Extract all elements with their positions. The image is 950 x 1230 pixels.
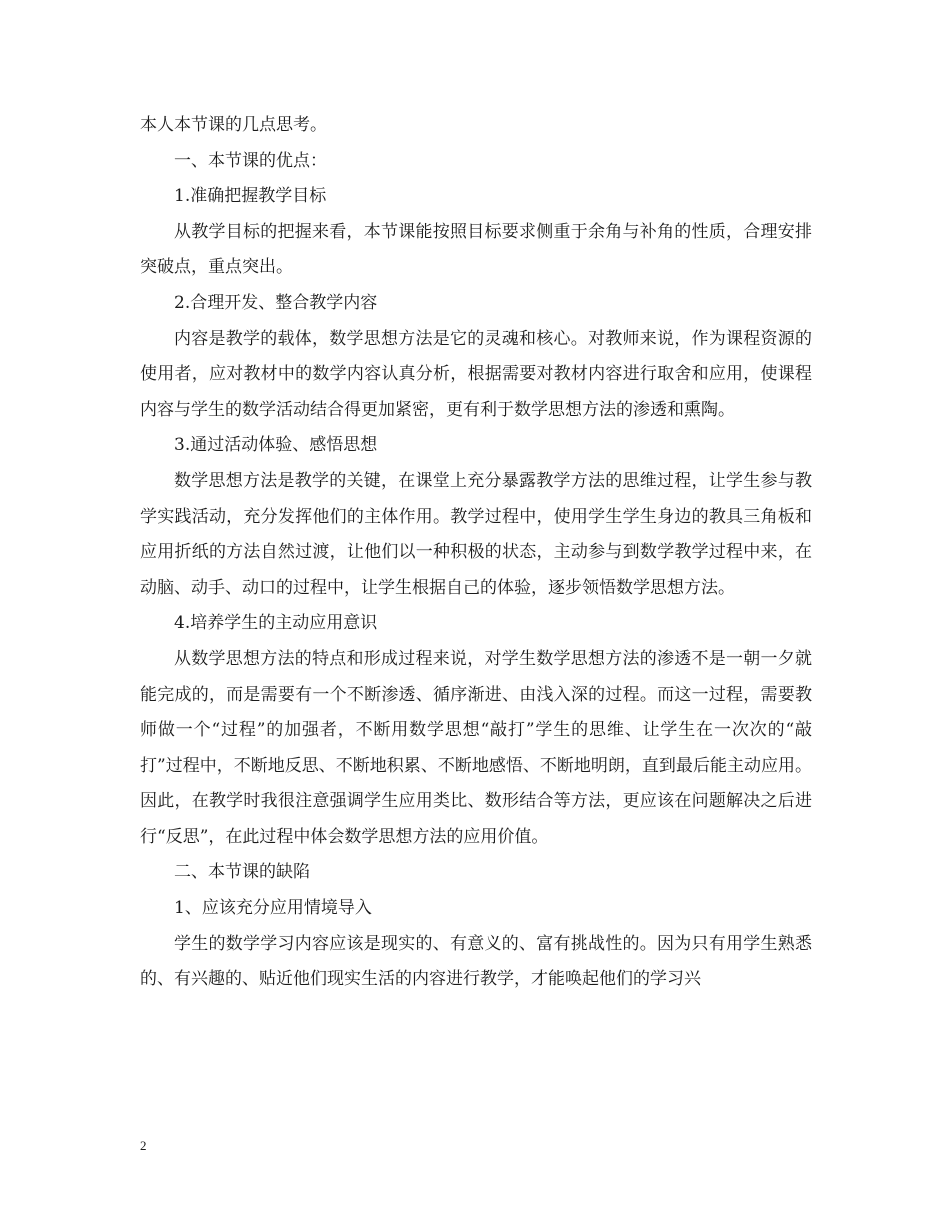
- paragraph-activity: 数学思想方法是教学的关键，在课堂上充分暴露教学方法的思维过程，让学生参与教学实践活动，充分发挥他们的主体作用。教学过程中，使用学生学生身边的教具三角板和应用折纸的方法自然过渡，让他们以一种积极的状态，主动参与到数学教学过程中来，在动脑、动手、动口的过程中，让学生根据自己的体验，逐步领悟数学思想方法。: [140, 470, 812, 598]
- section-heading-shortcomings: 二、本节课的缺陷: [174, 862, 310, 883]
- subheading-activity: 3.通过活动体验、感悟思想: [174, 435, 378, 456]
- page-number: 2: [140, 1138, 147, 1153]
- paragraph-content: 内容是教学的载体，数学思想方法是它的灵魂和核心。对教师来说，作为课程资源的使用者，应对教材中的数学内容认真分析，根据需要对教材内容进行取舍和应用，使课程内容与学生的数学活动结合得更加紧密，更有利于数学思想方法的渗透和熏陶。: [140, 328, 812, 420]
- paragraph-intro: 本人本节课的几点思考。: [140, 115, 327, 135]
- section-heading-advantages: 一、本节课的优点：: [174, 150, 327, 171]
- paragraph-situation: 学生的数学学习内容应该是现实的、有意义的、富有挑战性的。因为只有用学生熟悉的、有兴趣的、贴近他们现实生活的内容进行教学，才能唤起他们的学习兴: [140, 933, 812, 990]
- subheading-goals: 1.准确把握教学目标: [174, 186, 327, 207]
- paragraph-goals: 从教学目标的把握来看，本节课能按照目标要求侧重于余角与补角的性质，合理安排突破点，重点突出。: [140, 221, 812, 278]
- subheading-content: 2.合理开发、整合教学内容: [174, 292, 378, 313]
- subheading-application: 4.培养学生的主动应用意识: [174, 613, 378, 634]
- document-body: [140, 108, 812, 998]
- paragraph-application: 从数学思想方法的特点和形成过程来说，对学生数学思想方法的渗透不是一朝一夕就能完成的，而是需要有一个不断渗透、循序渐进、由浅入深的过程。而这一过程，需要教师做一个“过程”的加强者，不断用数学思想“敲打”学生的思维、让学生在一次次的“敲打”过程中，不断地反思、不断地积累、不断地感悟、不断地明朗，直到最后能主动应用。因此，在教学时我很注意强调学生应用类比、数形结合等方法，更应该在问题解决之后进行“反思”，在此过程中体会数学思想方法的应用价值。: [140, 648, 812, 847]
- subheading-situation: 1、应该充分应用情境导入: [174, 898, 372, 919]
